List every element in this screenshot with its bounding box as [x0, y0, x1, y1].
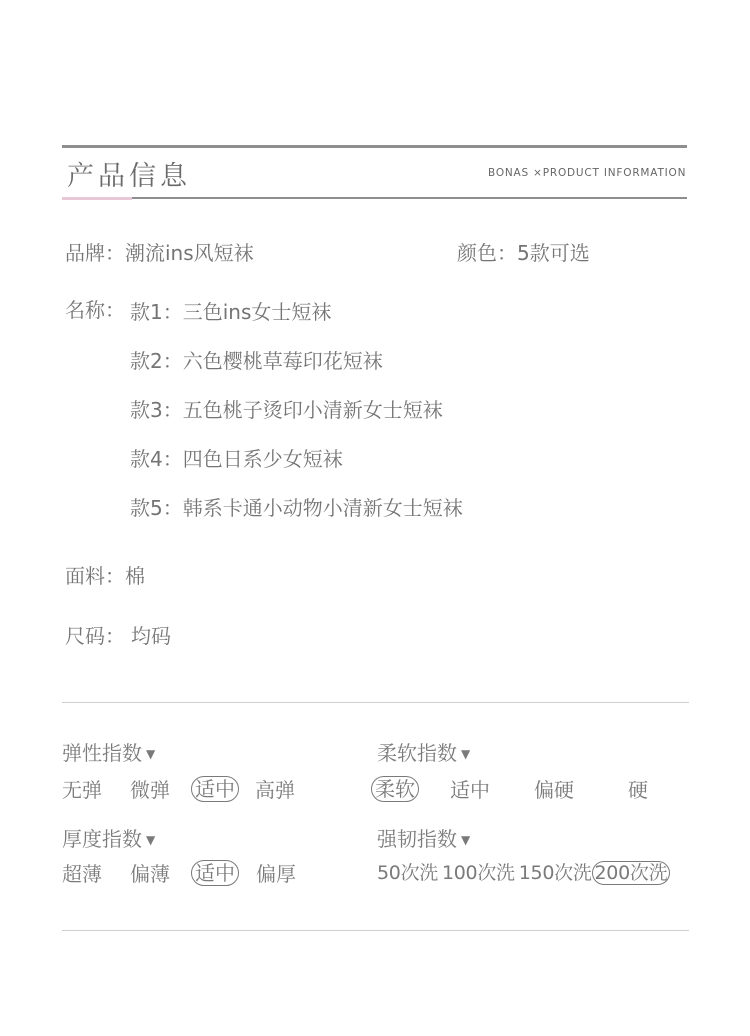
elasticity-option: 微弹: [130, 778, 170, 802]
name-item-label: 款5：: [130, 496, 183, 520]
toughness-option-selected: 200次洗: [592, 861, 671, 885]
selected-option-circle: 适中: [191, 860, 239, 886]
brand-value: 潮流ins风短袜: [125, 241, 254, 265]
triangle-down-icon: ▼: [461, 747, 471, 761]
name-item-label: 款2：: [130, 349, 183, 373]
name-item-value: 五色桃子烫印小清新女士短袜: [182, 398, 443, 422]
softness-title-text: 柔软指数: [377, 741, 457, 765]
header-top-rule: [62, 145, 687, 148]
selected-option-circle: 柔软: [371, 776, 419, 802]
name-label: 名称：: [65, 298, 125, 322]
header-bottom-rule: [62, 197, 687, 199]
toughness-title-text: 强韧指数: [377, 827, 457, 851]
toughness-option: 150次洗: [518, 862, 592, 884]
toughness-title: [377, 823, 470, 852]
size-row: [65, 620, 171, 649]
name-item-value: 三色ins女士短袜: [182, 300, 332, 324]
color-row: [457, 237, 590, 266]
thickness-option: 超薄: [62, 862, 102, 886]
size-value: 均码: [131, 624, 171, 648]
brand-label: 品牌：: [65, 241, 125, 265]
name-item: [130, 296, 331, 325]
header-accent-bar: [62, 197, 132, 200]
softness-title: [377, 737, 470, 766]
elasticity-title-text: 弹性指数: [62, 741, 142, 765]
thickness-title: [62, 823, 155, 852]
name-item-label: 款1：: [130, 300, 183, 324]
color-label: 颜色：: [457, 241, 517, 265]
elasticity-option-selected: [191, 773, 239, 802]
section-title: 产品信息: [67, 161, 191, 192]
name-item-label: 款3：: [130, 398, 183, 422]
thickness-option-selected: [191, 857, 239, 886]
toughness-option: 100次洗: [441, 862, 515, 884]
thickness-option: 偏厚: [256, 862, 296, 886]
selected-option-circle: 适中: [191, 776, 239, 802]
divider: [62, 702, 689, 703]
name-item: [130, 394, 443, 423]
elasticity-option: 无弹: [62, 778, 102, 802]
thickness-title-text: 厚度指数: [62, 827, 142, 851]
toughness-options: [377, 858, 670, 885]
thickness-option: 偏薄: [130, 862, 170, 886]
elasticity-title: [62, 737, 155, 766]
name-item-value: 四色日系少女短袜: [182, 447, 343, 471]
color-value: 5款可选: [517, 241, 590, 265]
softness-option: 适中: [450, 778, 490, 802]
name-item: [130, 492, 463, 521]
fabric-label: 面料：: [65, 564, 125, 588]
triangle-down-icon: ▼: [146, 833, 156, 847]
name-item-value: 六色樱桃草莓印花短袜: [182, 349, 383, 373]
softness-option: 偏硬: [534, 778, 574, 802]
name-item: [130, 345, 383, 374]
triangle-down-icon: ▼: [146, 747, 156, 761]
name-item-label: 款4：: [130, 447, 183, 471]
elasticity-option: 高弹: [255, 778, 295, 802]
triangle-down-icon: ▼: [461, 833, 471, 847]
name-item: [130, 443, 343, 472]
softness-option-selected: [371, 773, 419, 802]
divider: [62, 930, 689, 931]
brand-row: [65, 237, 254, 266]
fabric-row: [65, 560, 145, 589]
toughness-option: 50次洗: [377, 862, 438, 884]
fabric-value: 棉: [125, 564, 145, 588]
name-item-value: 韩系卡通小动物小清新女士短袜: [182, 496, 463, 520]
size-label: 尺码：: [65, 624, 125, 648]
softness-option: 硬: [628, 778, 648, 802]
section-subtitle: BONAS ×PRODUCT INFORMATION: [488, 167, 687, 179]
